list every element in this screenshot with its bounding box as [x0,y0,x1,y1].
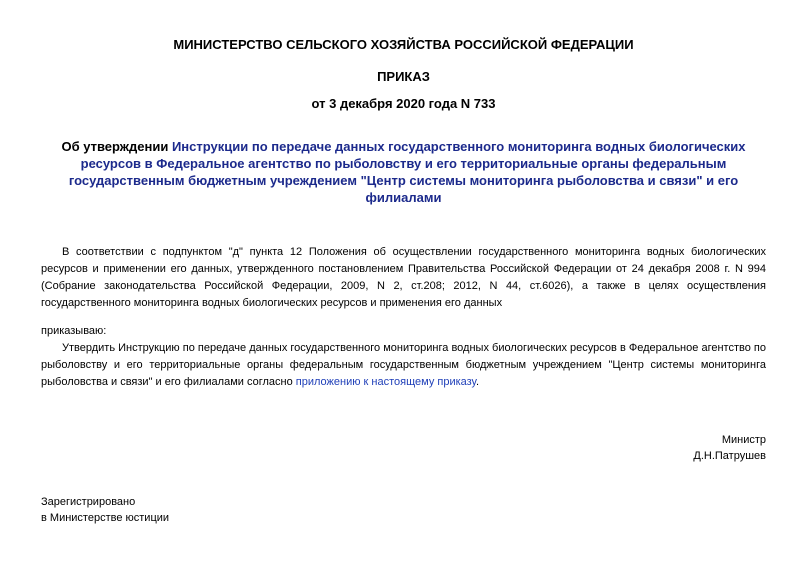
registration-line-1: Зарегистрировано [41,496,136,508]
appendix-link[interactable]: приложению к настоящему приказу [295,376,476,388]
legal-basis-paragraph: В соответствии с подпунктом "д" пункта 12 Положения об осуществлении государственного мониторинга водных биологических ресурсов и применении его данных, утвержденного постановлением Правительства Российской Федерации от 24 декабря 2008 г. N 994 (Собрание законодательства Российской Федерации, 2009, N 2, ст.208; 2012, N 44, ст.6026), а также в целях осуществления государственного мониторинга водных биологических ресурсов и применения его данных [41,246,766,309]
document-type: ПРИКАЗ [377,69,430,84]
approve-paragraph [41,340,766,391]
subject-prefix: Об утверждении [61,139,172,154]
approve-end: . [475,376,480,388]
order-date-number: от 3 декабря 2020 года N 733 [311,96,496,111]
subject-instruction-link[interactable]: Инструкции по передаче данных государственного мониторинга водных биологических ресурсов в Федеральное агентство по рыболовству и его территориальные органы федеральным государственным бюджетным учреждением "Центр системы мониторинга рыболовства и связи" и его филиалами [68,139,746,205]
ministry-name: МИНИСТЕРСТВО СЕЛЬСКОГО ХОЗЯЙСТВА РОССИЙСКОЙ ФЕДЕРАЦИИ [173,37,634,52]
signatory-name: Д.Н.Патрушев [693,450,766,462]
signatory-title: Министр [721,434,766,446]
approve-text: Утвердить Инструкцию по передаче данных государственного мониторинга водных биологических ресурсов в Федеральное агентство по рыболовству и его территориальные органы федеральным государственным бюджетным учреждением "Центр системы мониторинга рыболовства и связи" и его филиалами согласно [41,342,766,388]
registration-line-2: в Министерстве юстиции [41,512,170,524]
orders-word: приказываю: [41,325,107,337]
order-subject [48,138,759,206]
